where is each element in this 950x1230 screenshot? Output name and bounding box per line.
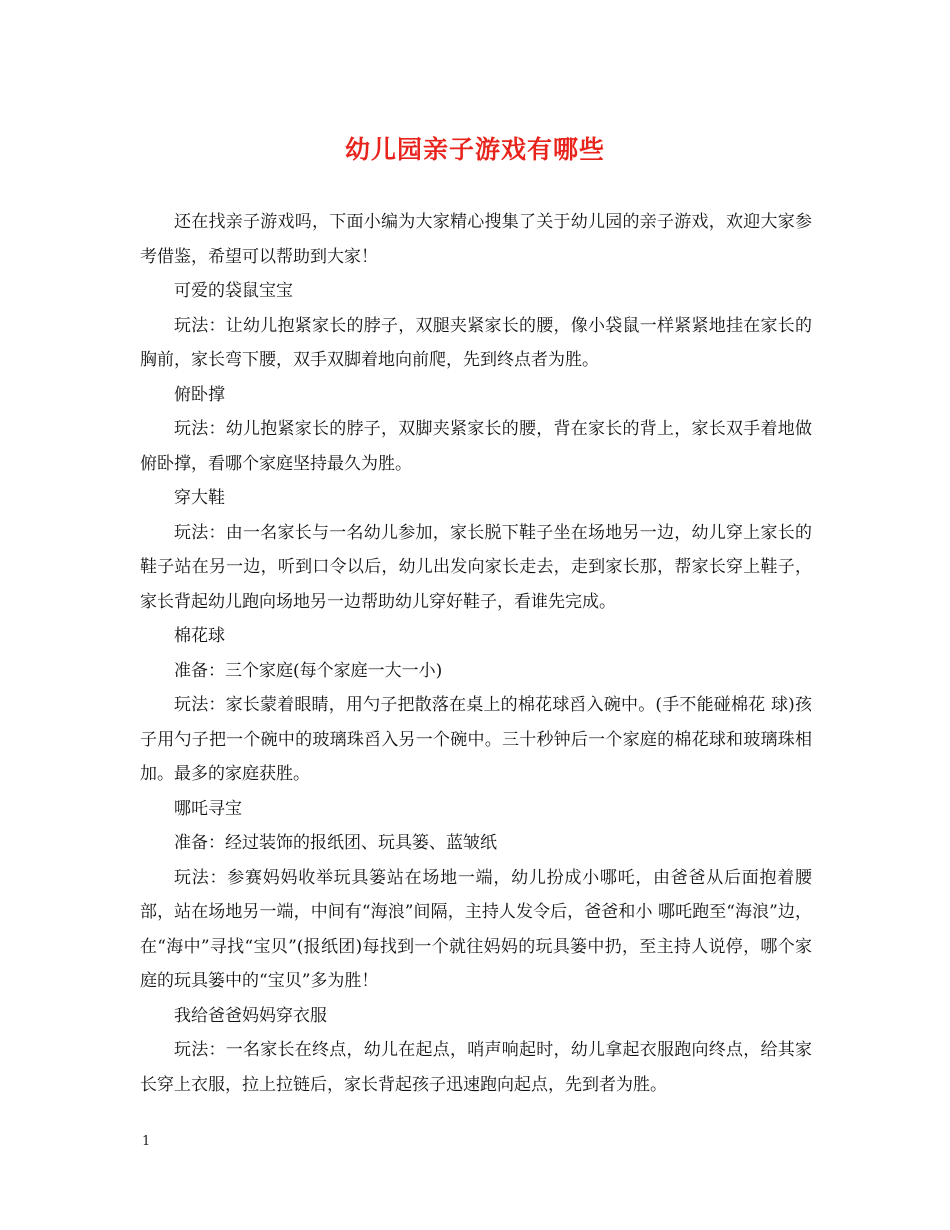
game-heading-kangaroo: 可爱的袋鼠宝宝 — [174, 281, 293, 301]
game-rules-kangaroo: 玩法：让幼儿抱紧家长的脖子，双腿夹紧家长的腰，像小袋鼠一样紧紧地挂在家长的胸前，家长弯下腰，双手双脚着地向前爬，先到终点者为胜。 — [140, 315, 812, 370]
game-rules-dress-parents: 玩法：一名家长在终点，幼儿在起点，哨声响起时，幼儿拿起衣服跑向终点，给其家长穿上衣服，拉上拉链后，家长背起孩子迅速跑向起点，先到者为胜。 — [140, 1040, 812, 1095]
game-heading-cotton-ball: 棉花球 — [174, 626, 225, 646]
game-rules-pushup: 玩法：幼儿抱紧家长的脖子，双脚夹紧家长的腰，背在家长的背上，家长双手着地做俯卧撑，看哪个家庭坚持最久为胜。 — [140, 419, 812, 474]
document-body — [140, 205, 812, 1102]
page-number: 1 — [142, 1134, 151, 1149]
document-title: 幼儿园亲子游戏有哪些 — [344, 135, 605, 164]
game-heading-big-shoes: 穿大鞋 — [174, 488, 225, 508]
game-heading-nezha: 哪吒寻宝 — [174, 798, 242, 819]
game-rules-nezha: 玩法：参赛妈妈收举玩具篓站在场地一端，幼儿扮成小哪吒，由爸爸从后面抱着腰部，站在场地另一端，中间有“海浪”间隔，主持人发令后，爸爸和小 哪吒跑至“海浪”边，在“海中”寻找“宝贝”(报纸团)每找到一个就往妈妈的玩具篓中扔，至主持人说停，哪个家庭的玩具篓中的“宝贝”多为胜！ — [140, 867, 812, 991]
game-heading-dress-parents: 我给爸爸妈妈穿衣服 — [174, 1005, 327, 1026]
game-heading-pushup: 俯卧撑 — [174, 384, 225, 405]
game-prep-cotton-ball: 准备：三个家庭(每个家庭一大一小) — [174, 660, 443, 681]
intro-paragraph: 还在找亲子游戏吗，下面小编为大家精心搜集了关于幼儿园的亲子游戏，欢迎大家参考借鉴，希望可以帮助到大家！ — [140, 212, 812, 267]
game-rules-cotton-ball: 玩法：家长蒙着眼睛，用勺子把散落在桌上的棉花球舀入碗中。(手不能碰棉花 球)孩子用勺子把一个碗中的玻璃珠舀入另一个碗中。三十秒钟后一个家庭的棉花球和玻璃珠相加。最多的家庭获胜。 — [140, 695, 812, 784]
game-prep-nezha: 准备：经过装饰的报纸团、玩具篓、蓝皱纸 — [174, 833, 497, 853]
game-rules-big-shoes: 玩法：由一名家长与一名幼儿参加，家长脱下鞋子坐在场地另一边，幼儿穿上家长的鞋子站在另一边，听到口令以后，幼儿出发向家长走去，走到家长那，帮家长穿上鞋子，家长背起幼儿跑向场地另一边帮助幼儿穿好鞋子，看谁先完成。 — [140, 522, 812, 612]
